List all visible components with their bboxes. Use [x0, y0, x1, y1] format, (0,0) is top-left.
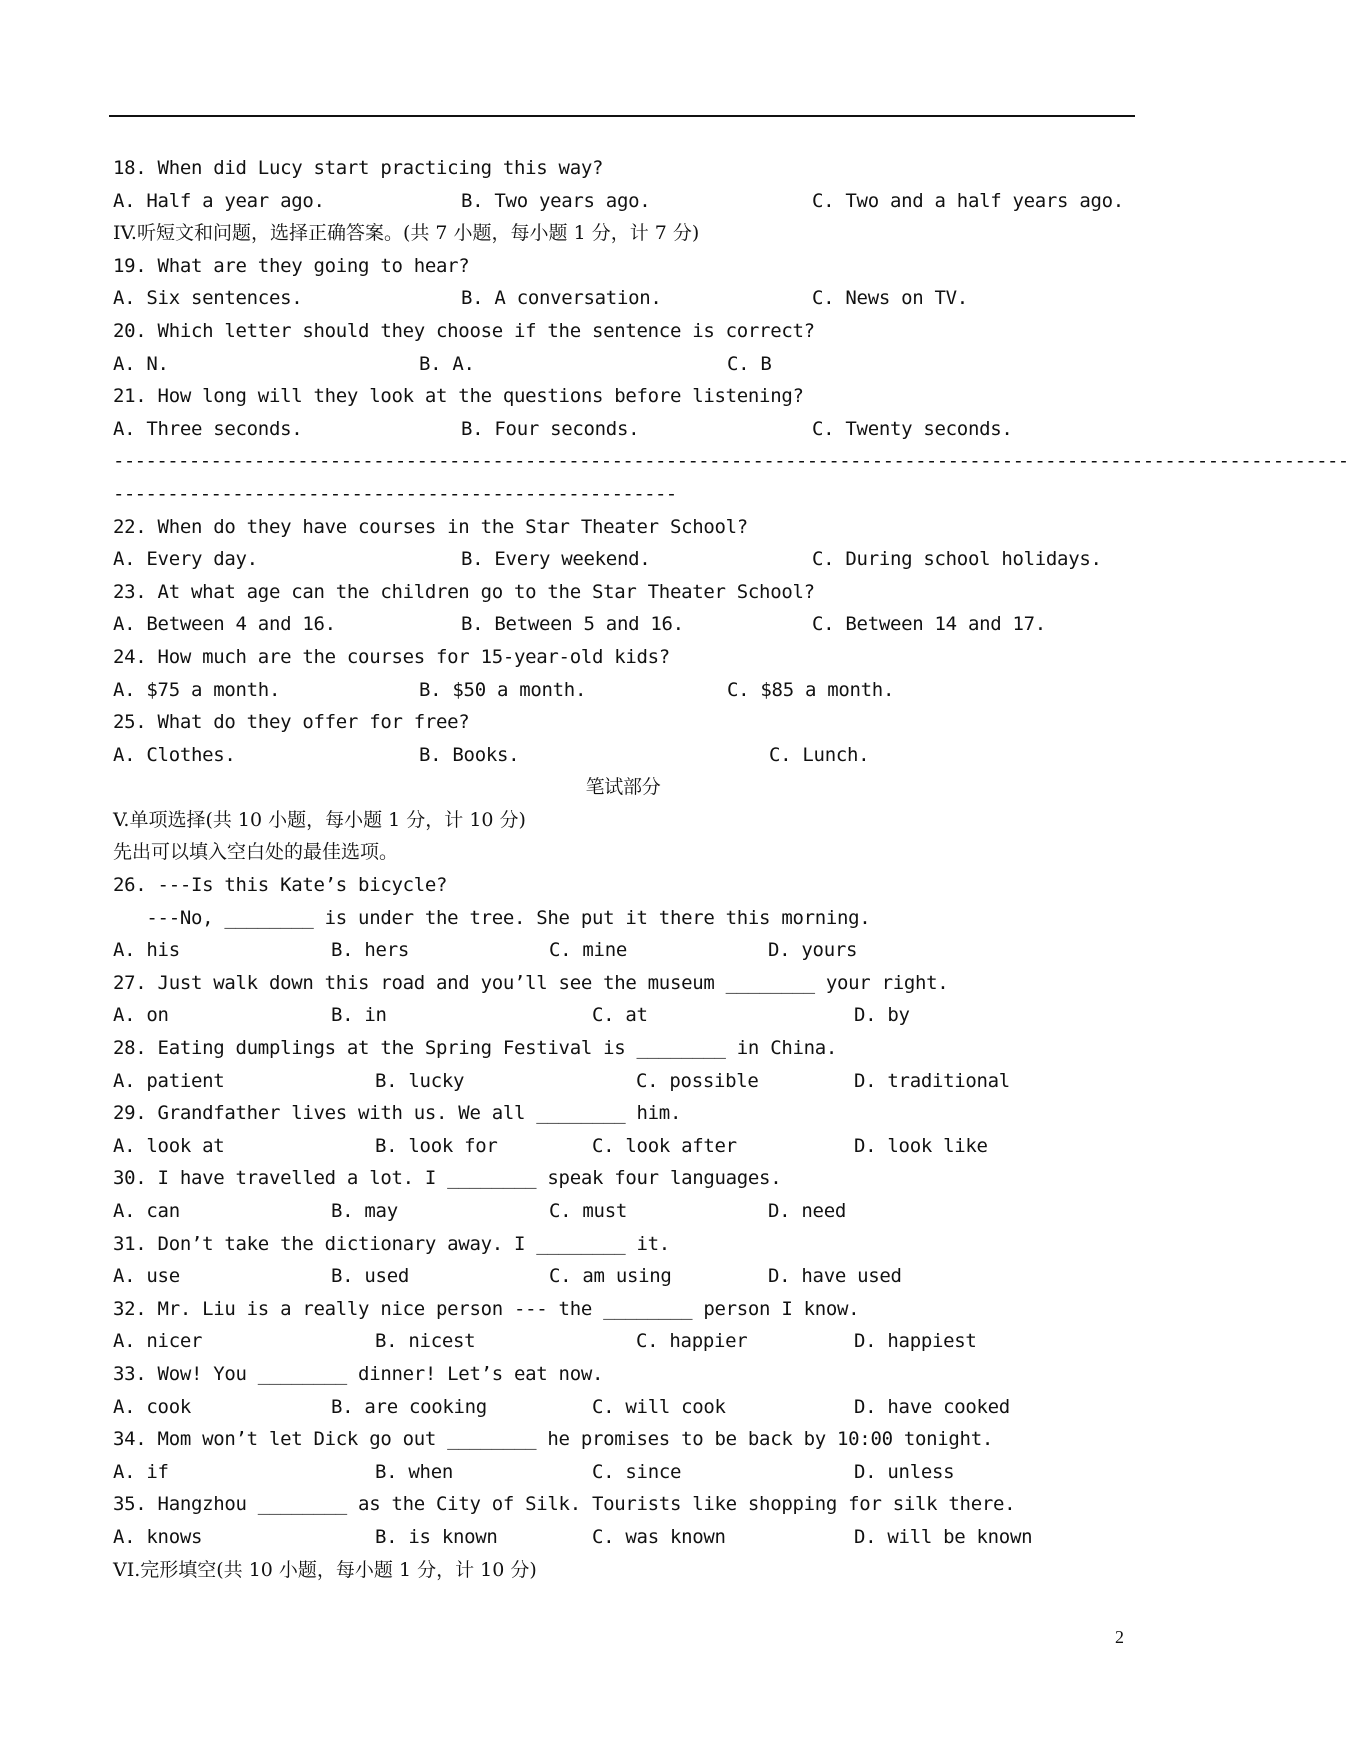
question-18-stem: 18. When did Lucy start practicing this way? — [113, 157, 604, 179]
option-d: D. traditional — [854, 1069, 1010, 1092]
header-rule — [109, 115, 1135, 117]
option-a: A. Clothes. — [113, 743, 236, 766]
option-a: A. Every day. — [113, 548, 258, 571]
option-a: A. on — [113, 1004, 169, 1027]
question-31-options — [113, 1260, 1133, 1293]
option-d: D. by — [854, 1004, 910, 1027]
option-b: B. Two years ago. — [461, 189, 651, 212]
question-26-stem: 26. ---Is this Kate’s bicycle? — [113, 874, 448, 897]
question-24-options — [113, 674, 1133, 707]
exam-page — [113, 152, 1349, 1586]
question-20-stem: 20. Which letter should they choose if the sentence is correct? — [113, 319, 815, 342]
question-30-stem: 30. I have travelled a lot. I ________ speak four languages. — [113, 1167, 782, 1190]
option-b: B. $50 a month. — [419, 678, 587, 701]
option-a: A. Half a year ago. — [113, 189, 325, 212]
option-d: D. look like — [854, 1134, 988, 1157]
question-21-options — [113, 413, 1133, 446]
question-35-stem: 35. Hangzhou ________ as the City of Silk. Tourists like shopping for silk there. — [113, 1493, 1016, 1516]
question-23-options — [113, 608, 1133, 641]
written-part-heading: 笔试部分 — [585, 776, 661, 799]
option-a: A. can — [113, 1200, 180, 1222]
question-26-options — [113, 934, 1133, 967]
option-c: C. happier — [636, 1330, 748, 1353]
option-b: B. Four seconds. — [461, 417, 640, 440]
option-d: D. will be known — [854, 1525, 1033, 1548]
option-b: B. in — [331, 1004, 387, 1027]
question-27-stem: 27. Just walk down this road and you’ll see the museum ________ your right. — [113, 971, 949, 994]
option-c: C. possible — [636, 1069, 759, 1092]
option-c: C. Two and a half years ago. — [812, 189, 1124, 212]
option-b: B. A. — [419, 352, 475, 375]
option-a: A. if — [113, 1460, 169, 1483]
question-22-stem: 22. When do they have courses in the Star Theater School? — [113, 515, 748, 538]
option-c: C. B — [727, 352, 772, 375]
option-b: B. lucky — [375, 1069, 465, 1092]
question-19-stem: 19. What are they going to hear? — [113, 254, 470, 277]
question-19-options — [113, 282, 1133, 315]
divider-dashes: ---------------------------------------------------- — [113, 482, 677, 505]
option-b: B. A conversation. — [461, 287, 662, 310]
option-c: C. at — [592, 1004, 648, 1027]
option-d: D. need — [768, 1200, 846, 1222]
option-a: A. Three seconds. — [113, 417, 303, 440]
question-18-options — [113, 185, 1133, 218]
option-c: C. Between 14 and 17. — [812, 613, 1046, 636]
option-b: B. look for — [375, 1134, 498, 1157]
question-33-stem: 33. Wow! You ________ dinner! Let’s eat now. — [113, 1362, 604, 1385]
question-26-reply: ---No, ________ is under the tree. She put it there this morning. — [113, 906, 871, 929]
option-a: A. patient — [113, 1069, 225, 1092]
question-34-options — [113, 1456, 1133, 1489]
option-c: C. News on TV. — [812, 287, 968, 310]
option-c: C. mine — [549, 939, 627, 962]
question-34-stem: 34. Mom won’t let Dick go out ________ he promises to be back by 10:00 tonight. — [113, 1428, 993, 1451]
question-33-options — [113, 1391, 1133, 1424]
question-20-options — [113, 348, 1133, 381]
option-d: D. have used — [768, 1265, 902, 1288]
option-c: C. Lunch. — [769, 743, 870, 766]
option-c: C. $85 a month. — [727, 678, 895, 701]
option-d: D. happiest — [854, 1330, 977, 1353]
option-a: A. $75 a month. — [113, 678, 281, 701]
option-d: D. have cooked — [854, 1395, 1010, 1418]
option-a: A. his — [113, 939, 180, 962]
question-30-options — [113, 1195, 1133, 1228]
option-c: C. will cook — [592, 1395, 726, 1418]
section-v-instruction: 先出可以填入空白处的最佳选项。 — [113, 841, 399, 864]
question-24-stem: 24. How much are the courses for 15-year-old kids? — [113, 645, 670, 668]
option-a: A. use — [113, 1265, 180, 1288]
option-c: C. Twenty seconds. — [812, 417, 1013, 440]
section-vi-heading: VI.完形填空(共 10 小题，每小题 1 分，计 10 分) — [113, 1558, 537, 1581]
option-a: A. N. — [113, 352, 169, 375]
option-c: C. am using — [549, 1265, 672, 1288]
question-35-options — [113, 1521, 1133, 1554]
option-a: A. knows — [113, 1525, 203, 1548]
section-v-heading: V.单项选择(共 10 小题，每小题 1 分，计 10 分) — [113, 808, 526, 831]
option-c: C. During school holidays. — [812, 548, 1102, 571]
option-b: B. Every weekend. — [461, 548, 651, 571]
option-b: B. Between 5 and 16. — [461, 613, 684, 636]
option-a: A. Between 4 and 16. — [113, 613, 336, 636]
option-a: A. look at — [113, 1134, 225, 1157]
question-21-stem: 21. How long will they look at the questions before listening? — [113, 385, 804, 408]
option-d: D. unless — [854, 1460, 955, 1483]
section-iv-heading: IV.听短文和问题，选择正确答案。(共 7 小题，每小题 1 分，计 7 分) — [113, 222, 700, 245]
question-28-options — [113, 1065, 1133, 1098]
question-25-options — [113, 739, 1133, 772]
option-a: A. cook — [113, 1395, 191, 1418]
question-25-stem: 25. What do they offer for free? — [113, 711, 470, 734]
option-b: B. when — [375, 1460, 453, 1483]
option-c: C. was known — [592, 1525, 726, 1548]
question-29-options — [113, 1130, 1133, 1163]
option-c: C. must — [549, 1200, 627, 1222]
option-b: B. Books. — [419, 743, 520, 766]
page-number: 2 — [1115, 1627, 1124, 1647]
option-a: A. nicer — [113, 1330, 203, 1353]
option-b: B. are cooking — [331, 1395, 487, 1418]
question-23-stem: 23. At what age can the children go to the Star Theater School? — [113, 580, 815, 603]
option-a: A. Six sentences. — [113, 287, 303, 310]
question-31-stem: 31. Don’t take the dictionary away. I ________ it. — [113, 1232, 670, 1255]
option-b: B. nicest — [375, 1330, 476, 1353]
option-d: D. yours — [768, 939, 858, 962]
question-27-options — [113, 999, 1133, 1032]
option-b: B. may — [331, 1200, 398, 1222]
divider-dashes: ------------------------------------------------------------------------------------------------------------------ — [113, 450, 1349, 473]
option-b: B. used — [331, 1265, 409, 1288]
question-32-stem: 32. Mr. Liu is a really nice person --- the ________ person I know. — [113, 1297, 860, 1320]
question-29-stem: 29. Grandfather lives with us. We all ________ him. — [113, 1102, 682, 1125]
option-b: B. is known — [375, 1525, 498, 1548]
question-28-stem: 28. Eating dumplings at the Spring Festival is ________ in China. — [113, 1037, 838, 1060]
question-32-options — [113, 1325, 1133, 1358]
option-c: C. look after — [592, 1134, 737, 1157]
option-c: C. since — [592, 1460, 682, 1483]
option-b: B. hers — [331, 939, 409, 962]
question-22-options — [113, 543, 1133, 576]
